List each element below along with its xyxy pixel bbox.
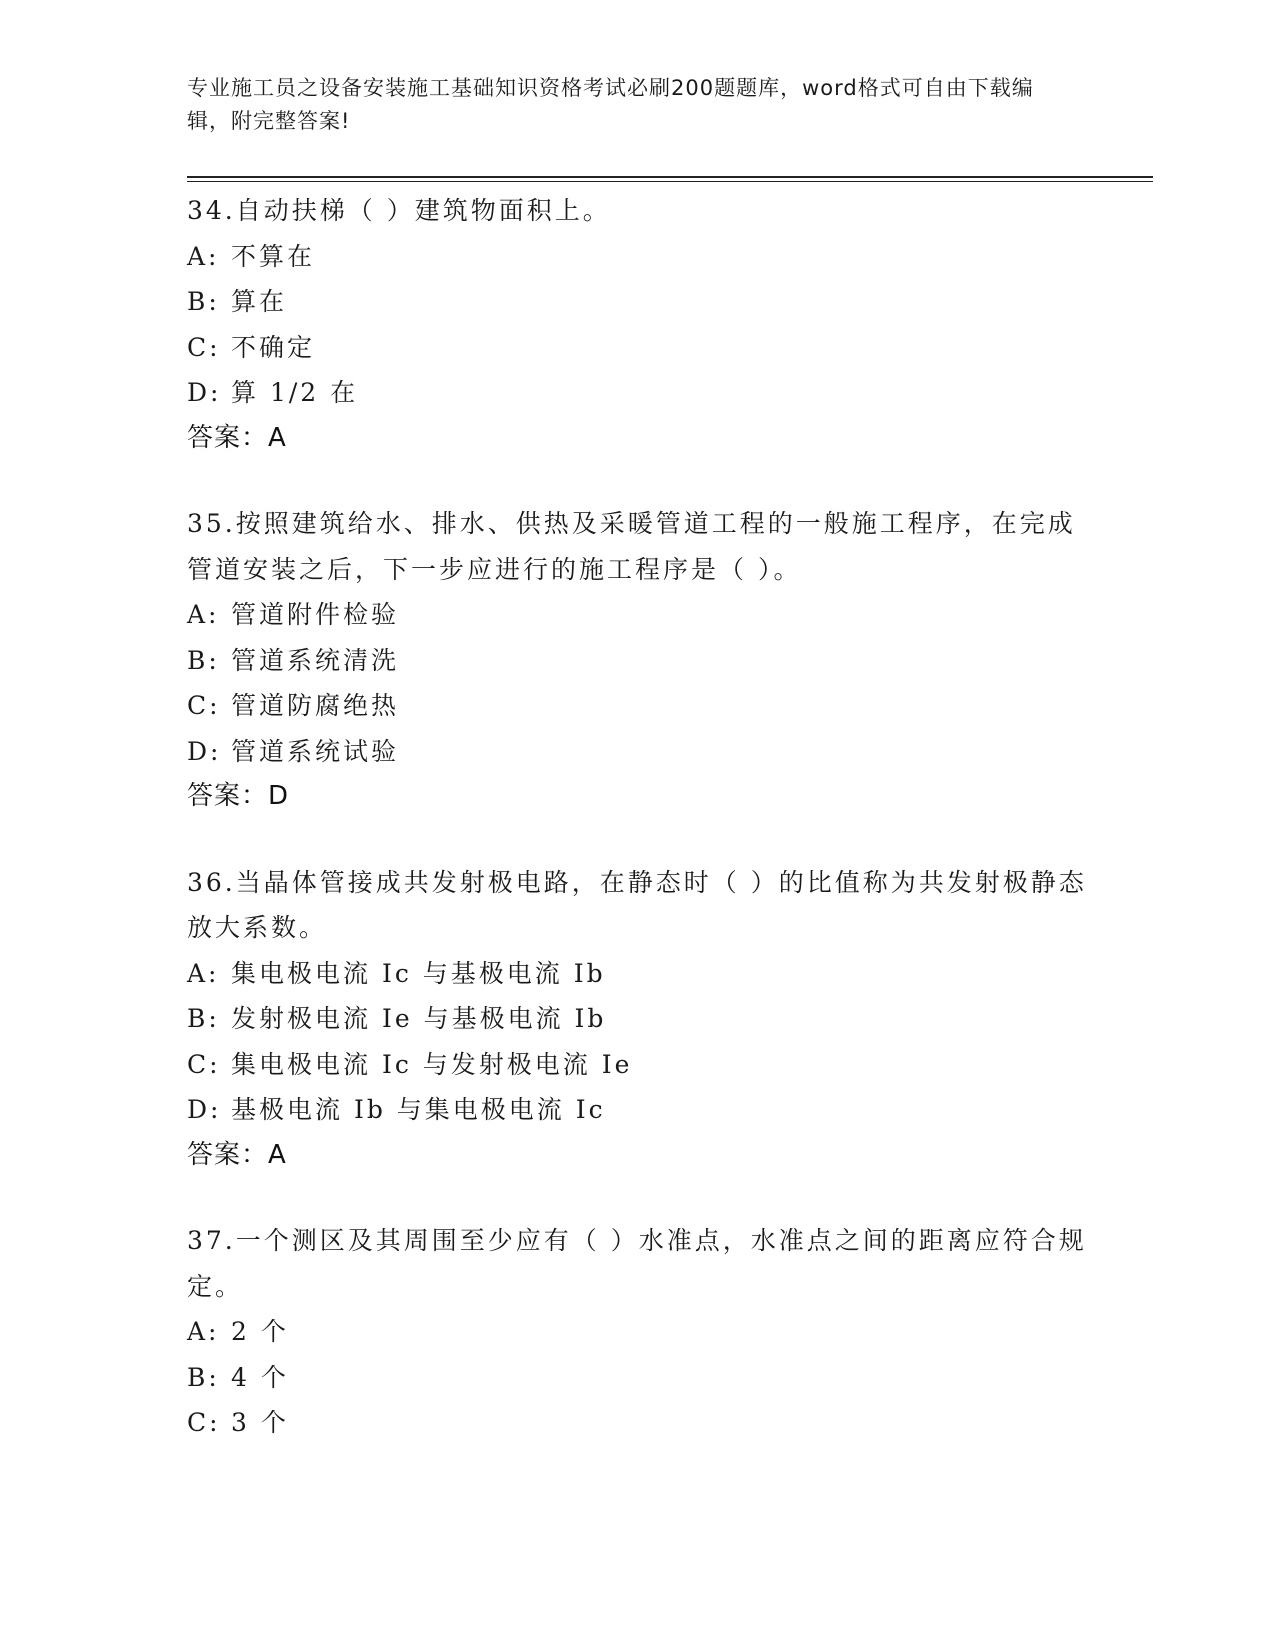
question-list bbox=[187, 188, 1087, 1486]
option-text: 管道系统清洗 bbox=[231, 645, 400, 675]
answer-line: 答案：D bbox=[187, 781, 290, 811]
question-34 bbox=[187, 188, 1087, 461]
option-letter: B: bbox=[187, 1004, 220, 1033]
option-c bbox=[187, 683, 1087, 729]
option-a bbox=[187, 234, 1087, 280]
option-letter: C: bbox=[187, 332, 221, 362]
document-header: 专业施工员之设备安装施工基础知识资格考试必刷200题题库，word格式可自由下载编辑，附完整答案! bbox=[187, 76, 1034, 133]
option-d bbox=[187, 370, 1087, 416]
question-stem: 34.自动扶梯（ ）建筑物面积上。 bbox=[187, 196, 611, 225]
option-text: 基极电流 Ib 与集电极电流 Ic bbox=[231, 1095, 606, 1124]
option-text: 3 个 bbox=[231, 1408, 289, 1437]
option-letter: B: bbox=[187, 645, 220, 675]
option-letter: C: bbox=[187, 691, 221, 720]
option-text: 4 个 bbox=[231, 1362, 289, 1392]
header-divider-thin bbox=[187, 181, 1153, 182]
answer-line: 答案：A bbox=[187, 422, 287, 453]
option-d bbox=[187, 729, 1087, 775]
option-text: 管道系统试验 bbox=[231, 736, 400, 766]
question-37 bbox=[187, 1218, 1087, 1446]
answer-line: 答案：A bbox=[187, 1139, 287, 1170]
option-text: 管道附件检验 bbox=[231, 600, 400, 629]
option-letter: B: bbox=[187, 1362, 220, 1392]
header-divider-thick bbox=[187, 176, 1153, 178]
option-letter: A: bbox=[187, 1317, 220, 1346]
option-letter: A: bbox=[187, 958, 220, 988]
option-text: 2 个 bbox=[231, 1317, 289, 1346]
option-text: 算在 bbox=[231, 287, 288, 316]
option-letter: D: bbox=[187, 378, 222, 407]
option-letter: C: bbox=[187, 1408, 221, 1437]
option-b bbox=[187, 279, 1087, 325]
question-35 bbox=[187, 501, 1087, 820]
option-c bbox=[187, 1042, 1087, 1088]
question-stem: 37.一个测区及其周围至少应有（ ）水准点，水准点之间的距离应符合规定。 bbox=[187, 1226, 1087, 1301]
question-36 bbox=[187, 860, 1087, 1179]
option-a bbox=[187, 1309, 1087, 1355]
option-b bbox=[187, 1355, 1087, 1401]
option-text: 管道防腐绝热 bbox=[231, 691, 400, 720]
option-text: 发射极电流 Ie 与基极电流 Ib bbox=[231, 1004, 607, 1033]
option-text: 算 1/2 在 bbox=[231, 378, 359, 407]
question-stem: 36.当晶体管接成共发射极电路，在静态时（ ）的比值称为共发射极静态放大系数。 bbox=[187, 867, 1087, 942]
option-letter: A: bbox=[187, 600, 220, 629]
option-text: 集电极电流 Ic 与发射极电流 Ie bbox=[231, 1049, 633, 1079]
option-d bbox=[187, 1087, 1087, 1133]
question-stem: 35.按照建筑给水、排水、供热及采暖管道工程的一般施工程序，在完成管道安装之后，下一步应进行的施工程序是（ ）。 bbox=[187, 509, 1076, 584]
option-letter: D: bbox=[187, 736, 222, 766]
option-text: 不算在 bbox=[231, 241, 316, 271]
option-b bbox=[187, 996, 1087, 1042]
option-c bbox=[187, 1400, 1087, 1446]
option-text: 不确定 bbox=[231, 332, 316, 362]
option-c bbox=[187, 325, 1087, 371]
option-a bbox=[187, 592, 1087, 638]
option-letter: A: bbox=[187, 241, 220, 271]
option-b bbox=[187, 638, 1087, 684]
option-letter: D: bbox=[187, 1095, 222, 1124]
option-text: 集电极电流 Ic 与基极电流 Ib bbox=[231, 958, 606, 988]
option-letter: B: bbox=[187, 287, 220, 316]
option-a bbox=[187, 951, 1087, 997]
option-letter: C: bbox=[187, 1049, 221, 1079]
